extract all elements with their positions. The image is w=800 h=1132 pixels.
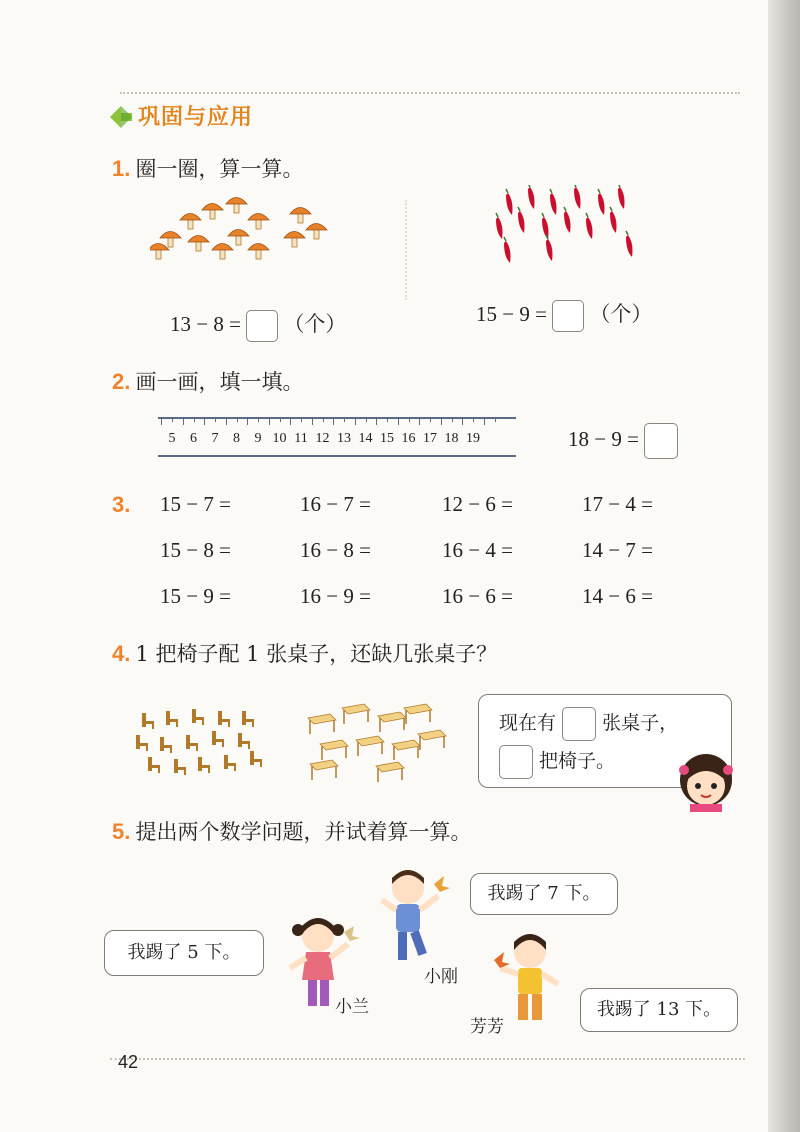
question-1-number: 1. — [112, 156, 131, 181]
ruler-number: 9 — [254, 431, 262, 446]
subtraction-problem: 14 − 7 = — [582, 538, 653, 562]
ruler-tick — [419, 418, 420, 425]
mushroom-icon — [226, 198, 247, 214]
pepper-group — [488, 185, 638, 265]
mushroom-group — [150, 195, 350, 275]
line-1-suffix: 张桌子， — [602, 712, 679, 734]
ruler-tick — [226, 418, 227, 425]
desk-icon — [376, 762, 404, 782]
ruler-tick — [473, 418, 474, 422]
answer-box[interactable] — [552, 300, 584, 332]
chair-icon — [186, 735, 198, 751]
desk-icon — [356, 736, 384, 756]
question-2-equation-row — [568, 423, 678, 459]
section-arrow-icon — [108, 104, 134, 130]
chili-pepper-icon — [528, 185, 535, 209]
desk-icon — [310, 760, 338, 780]
ruler-tick — [430, 418, 431, 422]
mushroom-icon — [180, 214, 201, 230]
desk-icon — [320, 740, 348, 760]
book-spine-shadow — [768, 0, 800, 1132]
mushroom-icon — [290, 208, 311, 224]
question-1-left-equation: 13 − 8 = — [170, 312, 241, 336]
question-1-left-equation-row — [170, 308, 346, 342]
question-5-number: 5. — [112, 819, 131, 844]
mushroom-icon — [188, 236, 209, 252]
chili-pepper-icon — [506, 189, 513, 215]
unit-label: （个） — [589, 302, 653, 326]
ruler-tick — [183, 418, 184, 425]
subtraction-problem: 15 − 8 = — [160, 538, 231, 562]
ruler-number: 18 — [444, 431, 459, 446]
chair-icon — [160, 737, 172, 753]
ruler-number: 10 — [272, 431, 287, 446]
question-2-equation: 18 − 9 = — [568, 426, 639, 451]
chili-pepper-icon — [546, 235, 553, 261]
chair-icon — [142, 713, 154, 729]
number-line — [158, 415, 516, 459]
question-2-text: 画一画，填一填。 — [135, 370, 304, 394]
ruler-number: 7 — [211, 431, 219, 446]
mushroom-icon — [150, 244, 169, 260]
ruler-number: 5 — [168, 431, 176, 446]
chili-pepper-icon — [574, 185, 581, 209]
question-4-line-1 — [499, 707, 678, 741]
question-5-text: 提出两个数学问题，并试着算一算。 — [135, 820, 472, 844]
subtraction-problem: 15 − 7 = — [160, 492, 231, 516]
girl-face-avatar — [676, 750, 736, 812]
ruler-tick — [333, 418, 334, 425]
chili-pepper-icon — [496, 213, 503, 239]
mushroom-icon — [306, 224, 327, 240]
question-5-prompt — [112, 816, 471, 846]
ruler-tick — [495, 418, 496, 422]
chair-icon — [238, 733, 250, 749]
ruler-tick — [301, 418, 302, 422]
ruler-number: 17 — [423, 431, 437, 446]
mushroom-icon — [202, 204, 223, 220]
ruler-tick — [172, 418, 173, 422]
desk-icon — [418, 730, 446, 750]
chili-pepper-icon — [504, 237, 511, 263]
ruler-tick — [398, 418, 399, 425]
ruler-tick — [237, 418, 238, 422]
chair-icon — [148, 757, 160, 773]
mushroom-icon — [248, 244, 269, 260]
ruler-number: 13 — [337, 431, 351, 446]
unit-label: （个） — [283, 312, 347, 336]
ruler-tick — [269, 418, 270, 425]
ruler-tick — [215, 418, 216, 422]
mushroom-icon — [284, 232, 305, 248]
chair-icon — [212, 731, 224, 747]
subtraction-problem: 14 − 6 = — [582, 584, 653, 608]
section-title: 巩固与应用 — [138, 105, 254, 130]
desk-icon — [392, 740, 420, 760]
line-2-suffix: 把椅子。 — [539, 750, 616, 772]
chair-icon — [224, 755, 236, 771]
ruler-tick — [452, 418, 453, 422]
desk-group — [300, 700, 450, 785]
speech-bubble-top: 我踢了 7 下。 — [470, 873, 618, 915]
chili-pepper-icon — [564, 207, 571, 233]
ruler-tick — [376, 418, 377, 425]
speech-bubble-right: 我踢了 13 下。 — [580, 988, 738, 1032]
chair-icon — [250, 751, 262, 767]
chili-pepper-icon — [518, 207, 525, 233]
subtraction-problem: 16 − 6 = — [442, 584, 513, 608]
ruler-number: 11 — [294, 431, 308, 446]
name-label-xiaogang: 小刚 — [424, 967, 458, 987]
chili-pepper-icon — [598, 189, 605, 215]
ruler-number: 14 — [358, 431, 373, 446]
ruler-tick — [312, 418, 313, 425]
ruler-tick — [258, 418, 259, 422]
ruler-number: 8 — [233, 431, 240, 446]
mushroom-icon — [212, 244, 233, 260]
question-1-prompt — [112, 153, 303, 183]
subtraction-problem: 16 − 7 = — [300, 492, 371, 516]
chili-pepper-icon — [550, 189, 557, 215]
mushroom-icon — [248, 214, 269, 230]
question-4-number: 4. — [112, 641, 131, 666]
ruler-tick — [204, 418, 205, 425]
name-label-xiaolan: 小兰 — [335, 997, 369, 1017]
question-2-prompt — [112, 366, 303, 396]
bottom-divider — [110, 1058, 745, 1060]
question-1-right-equation: 15 − 9 = — [476, 302, 547, 326]
chair-icon — [174, 759, 186, 775]
center-divider — [405, 200, 407, 300]
name-label-fangfang: 芳芳 — [470, 1017, 504, 1037]
chili-pepper-icon — [626, 231, 633, 257]
mushroom-icon — [228, 230, 249, 246]
ruler-number: 19 — [466, 431, 480, 446]
chair-icon — [218, 711, 230, 727]
question-4-prompt — [112, 638, 497, 668]
question-3-number: 3. — [112, 492, 131, 517]
desk-icon — [308, 714, 336, 734]
subtraction-problem: 16 − 9 = — [300, 584, 371, 608]
ruler-number: 15 — [380, 431, 394, 446]
subtraction-problem: 17 − 4 = — [582, 492, 653, 516]
ruler-number: 6 — [190, 431, 197, 446]
ruler-tick — [344, 418, 345, 422]
chair-group — [130, 705, 280, 780]
answer-box[interactable] — [562, 707, 596, 741]
ruler-tick — [366, 418, 367, 422]
answer-box[interactable] — [499, 745, 533, 779]
ruler-tick — [462, 418, 463, 425]
top-divider — [120, 92, 740, 94]
ruler-tick — [280, 418, 281, 422]
ruler-tick — [161, 418, 162, 425]
desk-icon — [342, 704, 370, 724]
boy-xiaogang-illustration — [376, 866, 452, 972]
chair-icon — [192, 709, 204, 725]
ruler-tick — [323, 418, 324, 422]
ruler-tick — [387, 418, 388, 422]
answer-box[interactable] — [644, 423, 678, 459]
chili-pepper-icon — [586, 213, 593, 239]
desk-icon — [378, 712, 406, 732]
question-1-text: 圈一圈，算一算。 — [135, 157, 304, 181]
subtraction-problem: 16 − 8 = — [300, 538, 371, 562]
number-line-bottom-edge — [158, 455, 516, 457]
question-4-line-2 — [499, 745, 615, 779]
ruler-tick — [247, 418, 248, 425]
ruler-tick — [290, 418, 291, 425]
chair-icon — [242, 711, 254, 727]
chair-icon — [166, 711, 178, 727]
subtraction-problem: 16 − 4 = — [442, 538, 513, 562]
ruler-number: 12 — [315, 431, 330, 446]
chair-icon — [136, 735, 148, 751]
question-1-right-equation-row — [476, 298, 652, 332]
chair-icon — [198, 757, 210, 773]
chili-pepper-icon — [542, 213, 549, 239]
chili-pepper-icon — [610, 207, 617, 233]
subtraction-problem: 15 − 9 = — [160, 584, 231, 608]
page-number: 42 — [118, 1052, 139, 1072]
question-4-text: 1 把椅子配 1 张桌子，还缺几张桌子？ — [135, 642, 498, 666]
ruler-tick — [484, 418, 485, 425]
girl-fangfang-illustration — [490, 930, 570, 1025]
ruler-tick — [441, 418, 442, 425]
desk-icon — [404, 704, 432, 724]
question-2-number: 2. — [112, 369, 131, 394]
chili-pepper-icon — [618, 185, 625, 209]
answer-box[interactable] — [246, 310, 278, 342]
ruler-tick — [194, 418, 195, 422]
ruler-number: 16 — [401, 431, 416, 446]
speech-bubble-left: 我踢了 5 下。 — [104, 930, 264, 976]
ruler-tick — [355, 418, 356, 425]
line-1-prefix: 现在有 — [499, 712, 557, 734]
ruler-tick — [409, 418, 410, 422]
subtraction-problem: 12 − 6 = — [442, 492, 513, 516]
